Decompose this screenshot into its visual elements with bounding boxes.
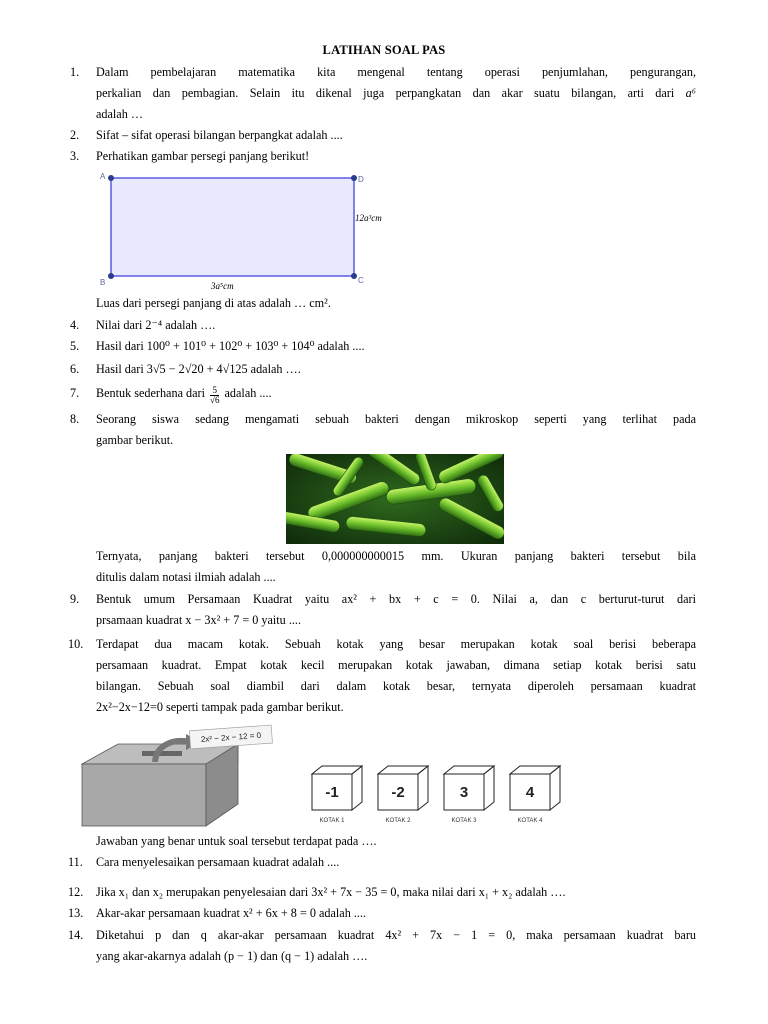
- question-line: 2x²−2x−12=0 seperti tampak pada gambar berikut.: [96, 700, 344, 714]
- answer-box-4: [510, 766, 560, 824]
- question-number: 6.: [70, 362, 80, 376]
- question-7: [70, 383, 696, 405]
- paper-slip: [189, 725, 272, 749]
- question-2: [70, 125, 696, 146]
- question-line: bilangan. Sebuah soal diambil dari dalam kotak besar, ternyata diperoleh persamaan kuadrat: [96, 679, 696, 693]
- question-text: Cara menyelesaikan persamaan kuadrat adalah ....: [96, 855, 340, 869]
- answer-box-3: [444, 766, 494, 824]
- question-11: [70, 852, 696, 873]
- paper-equation: 2x² − 2x − 12 = 0: [200, 730, 262, 745]
- box-value: -1: [325, 784, 339, 801]
- box-label: KOTAK 4: [517, 818, 543, 824]
- question-6: [70, 359, 696, 380]
- question-number: 10.: [68, 637, 84, 651]
- question-number: 4.: [70, 318, 80, 332]
- question-number: 2.: [70, 128, 80, 142]
- question-line: Seorang siswa sedang mengamati sebuah bakteri dengan mikroskop seperti yang terlihat pada: [96, 412, 696, 426]
- question-number: 1.: [70, 65, 80, 79]
- question-3: [70, 146, 696, 167]
- question-number: 5.: [70, 339, 80, 353]
- side-label-bottom: 3a⁵cm: [211, 281, 234, 291]
- box-caption: Jawaban yang benar untuk soal tersebut terdapat pada ….: [96, 834, 377, 848]
- question-number: 3.: [70, 149, 80, 163]
- question-box: [82, 744, 238, 826]
- math-expression: a⁶: [685, 86, 696, 100]
- rectangle-figure: [96, 170, 406, 295]
- fraction: $\frac{5}{√6}$: [210, 385, 220, 405]
- box-figure: [80, 722, 580, 830]
- question-number: 11.: [68, 855, 83, 869]
- box-label: KOTAK 2: [385, 818, 411, 824]
- vertex-label-b: B: [100, 278, 106, 287]
- question-text: Bentuk sederhana dari $\frac{5}{√6}$ adalah ....: [96, 385, 272, 405]
- vertex-label-c: C: [358, 276, 364, 285]
- question-text: Hasil dari 100⁰ + 101⁰ + 102⁰ + 103⁰ + 104⁰ adalah ....: [96, 339, 365, 353]
- question-9: [70, 589, 696, 631]
- vertex-label-d: D: [358, 175, 364, 184]
- question-text: Nilai dari 2⁻⁴ adalah ….: [96, 318, 216, 332]
- bacteria-caption: Ternyata, panjang bakteri tersebut 0,000000000015 mm. Ukuran panjang bakteri tersebut bila ditulis dalam notasi ilmiah adalah ....: [96, 549, 696, 584]
- question-1: [70, 62, 696, 125]
- question-8: [70, 409, 696, 451]
- box-value: 4: [525, 784, 535, 801]
- box-label: KOTAK 1: [319, 818, 345, 824]
- box-label: KOTAK 3: [451, 818, 477, 824]
- question-text: Akar-akar persamaan kuadrat x² + 6x + 8 = 0 adalah ....: [96, 906, 367, 920]
- question-14: [70, 925, 696, 967]
- answer-box-1: [312, 766, 362, 824]
- box-value: -2: [391, 784, 405, 801]
- rectangle-caption: Luas dari persegi panjang di atas adalah … cm².: [96, 296, 331, 310]
- vertex-d: [351, 175, 357, 181]
- question-line: gambar berikut.: [96, 433, 174, 447]
- question-number: 13.: [68, 906, 84, 920]
- bacteria-image: [286, 454, 504, 544]
- question-line: Bentuk umum Persamaan Kuadrat yaitu ax² + bx + c = 0. Nilai a, dan c berturut-turut dari: [96, 592, 696, 606]
- question-number: 9.: [70, 592, 80, 606]
- vertex-label-a: A: [100, 172, 106, 181]
- question-12: [70, 882, 696, 903]
- question-number: 14.: [68, 928, 84, 942]
- question-text: Perhatikan gambar persegi panjang berikut!: [96, 149, 310, 163]
- question-line: perkalian dan pembagian. Selain itu dikenal juga perpangkatan dan akar suatu bilangan, arti dari a⁶: [96, 86, 696, 100]
- question-number: 7.: [70, 386, 80, 400]
- vertex-c: [351, 273, 357, 279]
- question-line: Diketahui p dan q akar-akar persamaan kuadrat 4x² + 7x − 1 = 0, maka persamaan kuadrat baru: [96, 928, 696, 942]
- question-text: Hasil dari 3√5 − 2√20 + 4√125 adalah ….: [96, 362, 301, 376]
- vertex-a: [108, 175, 114, 181]
- question-line: Dalam pembelajaran matematika kita mengenal tentang operasi penjumlahan, pengurangan,: [96, 65, 696, 79]
- page-title: LATIHAN SOAL PAS: [322, 43, 446, 57]
- vertex-b: [108, 273, 114, 279]
- question-number: 12.: [68, 885, 84, 899]
- question-10: [70, 634, 696, 718]
- question-line: Terdapat dua macam kotak. Sebuah kotak yang besar merupakan kotak soal berisi beberapa: [96, 637, 696, 651]
- question-line: yang akar-akarnya adalah (p − 1) dan (q − 1) adalah ….: [96, 949, 368, 963]
- question-4: [70, 315, 696, 336]
- question-13: [70, 903, 696, 924]
- question-line: adalah …: [96, 107, 144, 121]
- question-text: Sifat – sifat operasi bilangan berpangkat adalah ....: [96, 128, 343, 142]
- side-label-right: 12a³cm: [355, 213, 382, 223]
- box-value: 3: [459, 784, 469, 801]
- question-5: [70, 336, 696, 357]
- question-line: persamaan kuadrat. Empat kotak kecil merupakan kotak jawaban, dimana setiap kotak berisi satu: [96, 658, 696, 672]
- question-text: Jika x₁ dan x₂ merupakan penyelesaian dari 3x² + 7x − 35 = 0, maka nilai dari x₁ + x₂ adalah ….: [96, 885, 566, 899]
- question-line: prsamaan kuadrat x − 3x² + 7 = 0 yaitu ....: [96, 613, 302, 627]
- question-number: 8.: [70, 412, 80, 426]
- rectangle-shape: [111, 178, 354, 276]
- answer-box-2: [378, 766, 428, 824]
